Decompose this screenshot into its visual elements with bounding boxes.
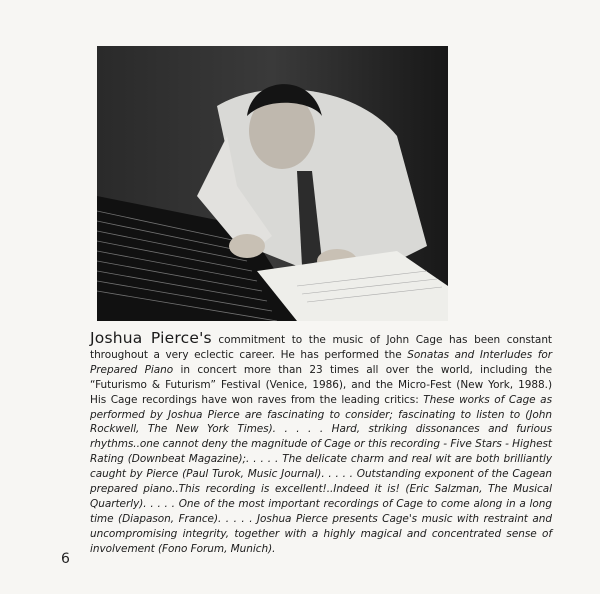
lead-name: Joshua Pierce's [90,329,212,347]
segment-3-italic: These works of Cage as performed by Joshua Pierce are fascinating to consider; fascinating to listen to (John Rockwell, The New York Times). . . . . Hard, striking dissonances and furious rhythms..one cannot deny the magnitude of Cage or this recording - Five Stars - Highest Rating (Downbeat Magazine);. . . . . The delicate charm and real wit are both brilliantly caught by Pierce (Paul Turok, Music Journal). . . . . Outstanding exponent of the Cagean prepared piano..This recording is excellent!..Indeed it is! (Eric Salzman, The Musical Quarterly). . . . . One of the most important recordings of Cage to come along in a long time (Diapason, France). . . . . Joshua Pierce presents Cage's music with restraint and uncompromising integrity, together with a highly magical and concentrated sense of involvement (Fono Forum, Munich). [90,393,552,555]
page-number: 6 [61,551,70,567]
pianist-photo-illustration [97,46,448,321]
pianist-photo [97,46,448,321]
segment-0: commitment to the music of John Cage has been constant throughout a very eclectic career. He has performed the [90,334,552,361]
segment-1-italic: Sonatas and Interludes for Prepared Piano [90,348,552,376]
segment-2: in concert more than 23 times all over the world, including the “Futurismo & Futurism” Festival (Venice, 1986), and the Micro-Fest (New York, 1988.) His Cage recordings have won raves from the leading critics: [90,363,552,406]
biography-paragraph [90,331,552,557]
